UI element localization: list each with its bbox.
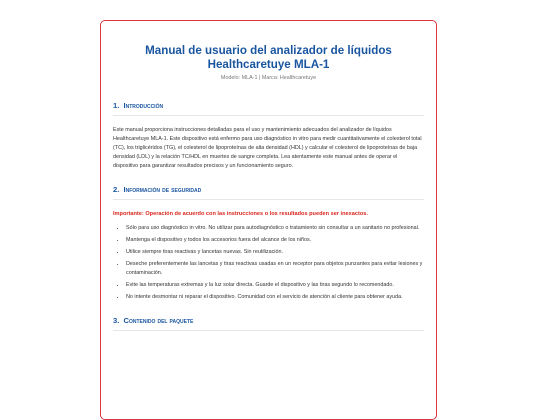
safety-list: [113, 224, 424, 302]
document-title: Manual de usuario del analizador de líquidos Healthcaretuye MLA-1: [145, 44, 392, 71]
list-item: • Mantenga el dispositivo y todos los accesorios fuera del alcance de los niños.: [126, 236, 424, 245]
safety-warning: Importante: Operación de acuerdo con las instrucciones o los resultados pueden ser inexactos.: [113, 210, 368, 217]
document-subtitle: Modelo: MLA-1 | Marca: Healthcaretuye: [220, 75, 317, 81]
list-item: • No intente desmontar ni reparar el dispositivo. Comunidad con el servicio de atención al cliente para obtener ayuda.: [126, 293, 424, 302]
section-heading-seguridad: [113, 185, 424, 200]
section-number: 1.: [113, 101, 120, 110]
intro-paragraph: Este manual proporciona instrucciones detalladas para el uso y mantenimiento adecuados del analizador de líquidos Healthcaretuye MLA-1. Este dispositivo está enfermo para uso diagnóstico in vitro para medir cuantitativamente el colesterol total (TC), los triglicéridos (TG), el colesterol de lipoproteínas de alta densidad (HDL) y calcular el colesterol de lipoproteínas de baja densidad (LDL) y la relación TC/HDL en muertes de sangre completa. Lea atentamente este manual antes de operar el dispositivo para garantizar resultados precisos y un funcionamiento seguro.: [113, 127, 422, 169]
section-title: Información de seguridad: [123, 184, 202, 194]
list-item: • Sólo para uso diagnóstico in vitro. No utilizar para autodiagnóstico o tratamiento sin consultar a un sanitario no profesional.: [126, 224, 424, 233]
section-heading-introduccion: [113, 101, 424, 116]
manual-card: [100, 20, 437, 420]
section-number: 2.: [113, 184, 120, 194]
section-heading-contenido: [113, 316, 424, 331]
section-title: Introducción: [123, 101, 164, 110]
section-title: Contenido del paquete: [123, 315, 194, 325]
section-number: 3.: [113, 315, 120, 325]
list-item: • Utilice siempre tiras reactivas y lancetas nuevas. Sin reutilización.: [126, 248, 424, 257]
list-item: • Deseche preferentemente las lancetas y tiras reactivas usadas en un receptor para objetos punzantes para evitar lesiones y contaminación.: [126, 260, 424, 278]
list-item: • Evite las temperaturas extremas y la luz solar directa. Guarde el dispositivo y las tiras segundo lo recomendado.: [126, 281, 424, 290]
